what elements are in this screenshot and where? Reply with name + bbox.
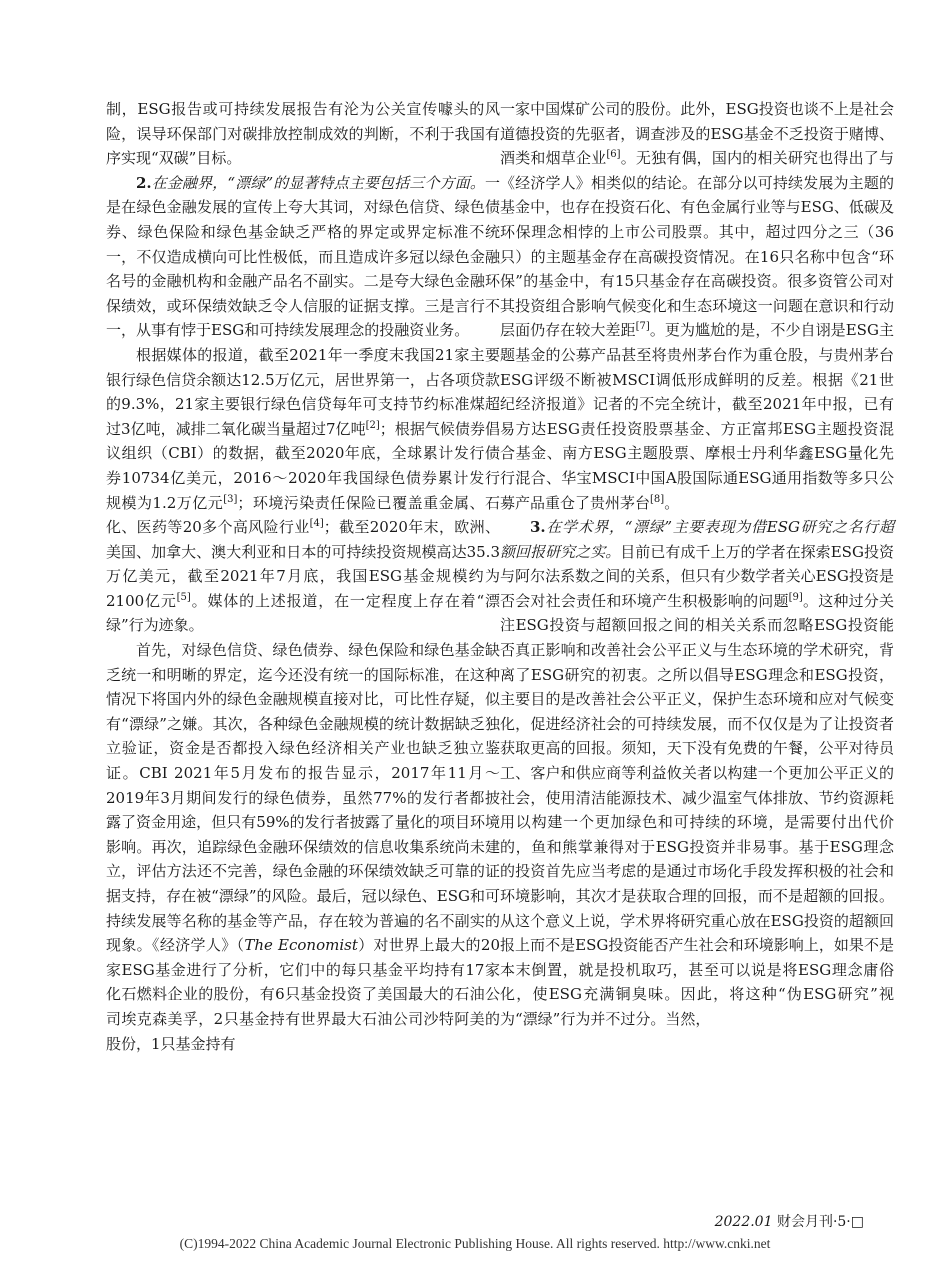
right-column — [500, 97, 894, 1032]
left-column — [106, 97, 500, 1056]
paragraph: 首先，对绿色信贷、绿色债券、绿色保险和绿色基金缺乏统一和明晰的界定，迄今还没有统一的国际标准，在这种情况下将国内外的绿色金融规模直接对比，可比性存疑，似有“漂绿”之嫌。其次，各种绿色金融规模的统计数据缺乏独立验证，资金是否都投入绿色经济相关产业也缺乏独立鉴证。CBI 2021年5月发布的报告显示，2017年11月～2019年3月期间发行的绿色债券，虽然77%的发行者都披露了资金用途，但只有59%的发行者披露了量化的项目环境影响。再次，追踪绿色金融环保绩效的信息收集系统尚未建立，评估方法还不完善，绿色金融的环保绩效缺乏可靠的证据支持，存在被“漂绿”的风险。最后，冠以绿色、ESG和可持续发展等名称的基金等产品，存在较为普遍的名不副实的现象。《经济学人》（The Economist）对世界上最大的20家ESG基金进行了分析，它们中的每只基金平均持有17家化石燃料企业的股份，有6只基金投资了美国最大的石油公司埃克森美孚，2只基金持有世界最大石油公司沙特阿美的股份，1只基金持有 — [106, 641, 500, 1053]
citation-ref[interactable]: [3] — [223, 493, 238, 505]
section-heading: 在学术界，“漂绿”主要表现为借ESG研究之名行超额回报研究之实。 — [500, 518, 894, 561]
citation-ref[interactable]: [6] — [606, 149, 621, 161]
section-number: 2. — [136, 173, 152, 192]
citation-ref[interactable]: [5] — [176, 591, 191, 603]
citation-ref[interactable]: [4] — [309, 518, 324, 530]
section-heading: 在金融界，“漂绿”的显著特点主要包括三个方面。 — [151, 173, 485, 192]
issue-number: 2022.01 — [714, 1214, 773, 1230]
italic-title: The Economist — [244, 936, 358, 955]
paragraph: 根据媒体的报道，截至2021年一季度末我国21家主要银行绿色信贷余额达12.5万亿元，居世界第一，占各项贷款的9.3%，21家主要银行绿色信贷每年可支持节约标准煤超过3亿吨，减排二氧化碳当量超过7亿吨[2]；根据气候债券倡议组织（CBI）的数据，截至2020年底，全球累计发行债券10734亿美元，2016～2020年我国绿色债券累计发行规模为1.2万亿元[3]；环境污染责任保险已覆盖重金属、石化、医药等20多个高风险行业[4]；截至2020年末，欧洲、美国、加拿大、澳大利亚和日本的可持续投资规模高达35.3万亿美元，截至2021年7月底，我国ESG基金规模约为2100亿元[5]。媒体的上述报道，在一定程度上存在着“漂绿”行为迹象。 — [106, 345, 500, 635]
page-footer — [715, 1211, 864, 1231]
page-number: ·5· — [832, 1214, 851, 1230]
section-heading-paragraph: 3.在学术界，“漂绿”主要表现为借ESG研究之名行超额回报研究之实。目前已有成千上万的学者在探索ESG投资与阿尔法系数之间的关系，但只有少数学者关心ESG投资是否会对社会责任和环境产生积极影响的问题[9]。这种过分关注ESG投资与超额回报之间的相关关系而忽略ESG投资能否真正影响和改善社会公平正义与生态环境的学术研究，背离了ESG研究的初衷。之所以倡导ESG理念和ESG投资，主要目的是改善社会公平正义，保护生态环境和应对气候变化，促进经济社会的可持续发展，而不仅仅是为了让投资者获取更高的回报。须知，天下没有免费的午餐，公平对待员工、客户和供应商等利益攸关者以构建一个更加公平正义的社会，使用清洁能源技术、减少温室气体排放、节约资源耗用以构建一个更加绿色和可持续的环境，是需要付出代价的，鱼和熊掌兼得对于ESG投资并非易事。基于ESG理念的投资首先应当考虑的是通过市场化手段发挥积极的社会和环境影响，其次才是获取合理的回报，而不是超额的回报。从这个意义上说，学术界将研究重心放在ESG投资的超额回报上而不是ESG投资能否产生社会和环境影响上，如果不是本末倒置，就是投机取巧，甚至可以说是将ESG理念庸俗化，使ESG充满铜臭味。因此，将这种“伪ESG研究”视为“漂绿”行为并不过分。当然， — [500, 518, 894, 1028]
box-glyph: □ — [850, 1214, 864, 1230]
section-heading-paragraph: 2.在金融界，“漂绿”的显著特点主要包括三个方面。一是在绿色金融发展的宣传上夸大其词，对绿色信贷、绿色债券、绿色保险和绿色基金缺乏严格的界定或界定标准不统一，不仅造成横向可比性极低，而且造成许多冠以绿色金融名号的金融机构和金融产品名不副实。二是夸大绿色金融环保绩效，或环保绩效缺乏令人信服的证据支撑。三是言行不一，从事有悖于ESG和可持续发展理念的投融资业务。 — [106, 173, 500, 340]
paragraph: 一家中国煤矿公司的股份。此外，ESG投资也谈不上是社会道德投资的先驱者，调查涉及的ESG基金不乏投资于赌博、酒类和烟草企业[6]。无独有偶，国内的相关研究也得出了与《经济学人》相类似的结论。在部分以可持续发展为主题的基金中，也存在投资石化、有色金属行业等与ESG、低碳及环保理念相悖的上市公司股票。其中，超过四分之三（36只）的主题基金存在高碳投资情况。在16只名称中包含“环保”的基金中，有15只基金存在高碳投资。很多资管公司对其投资组合影响气候变化和生态环境这一问题在意识和行动层面仍存在较大差距[7]。更为尴尬的是，不少自诩是ESG主题基金的公募产品甚至将贵州茅台作为重仓股，与贵州茅台ESG评级不断被MSCI调低形成鲜明的反差。根据《21世纪经济报道》记者的不完全统计，截至2021年中报，已有易方达ESG责任投资股票基金、方正富邦ESG主题投资混合基金、南方ESG主题股票、摩根士丹利华鑫ESG量化先行混合、华宝MSCI中国A股国际通ESG通用指数等多只公募产品重仓了贵州茅台[8]。 — [500, 100, 894, 512]
citation-ref[interactable]: [2] — [365, 419, 380, 431]
paragraph: 制，ESG报告或可持续发展报告有沦为公关宣传噱头的风险，误导环保部门对碳排放控制成效的判断，不利于我国有序实现“双碳”目标。 — [106, 100, 500, 168]
section-number: 3. — [530, 518, 546, 537]
citation-ref[interactable]: [9] — [788, 591, 803, 603]
copyright-notice: (C)1994-2022 China Academic Journal Electronic Publishing House. All rights reserved. http://www.cnki.net — [179, 1236, 771, 1251]
citation-ref[interactable]: [8] — [650, 493, 665, 505]
journal-name: 财会月刊 — [776, 1214, 833, 1230]
citation-ref[interactable]: [7] — [635, 321, 650, 333]
